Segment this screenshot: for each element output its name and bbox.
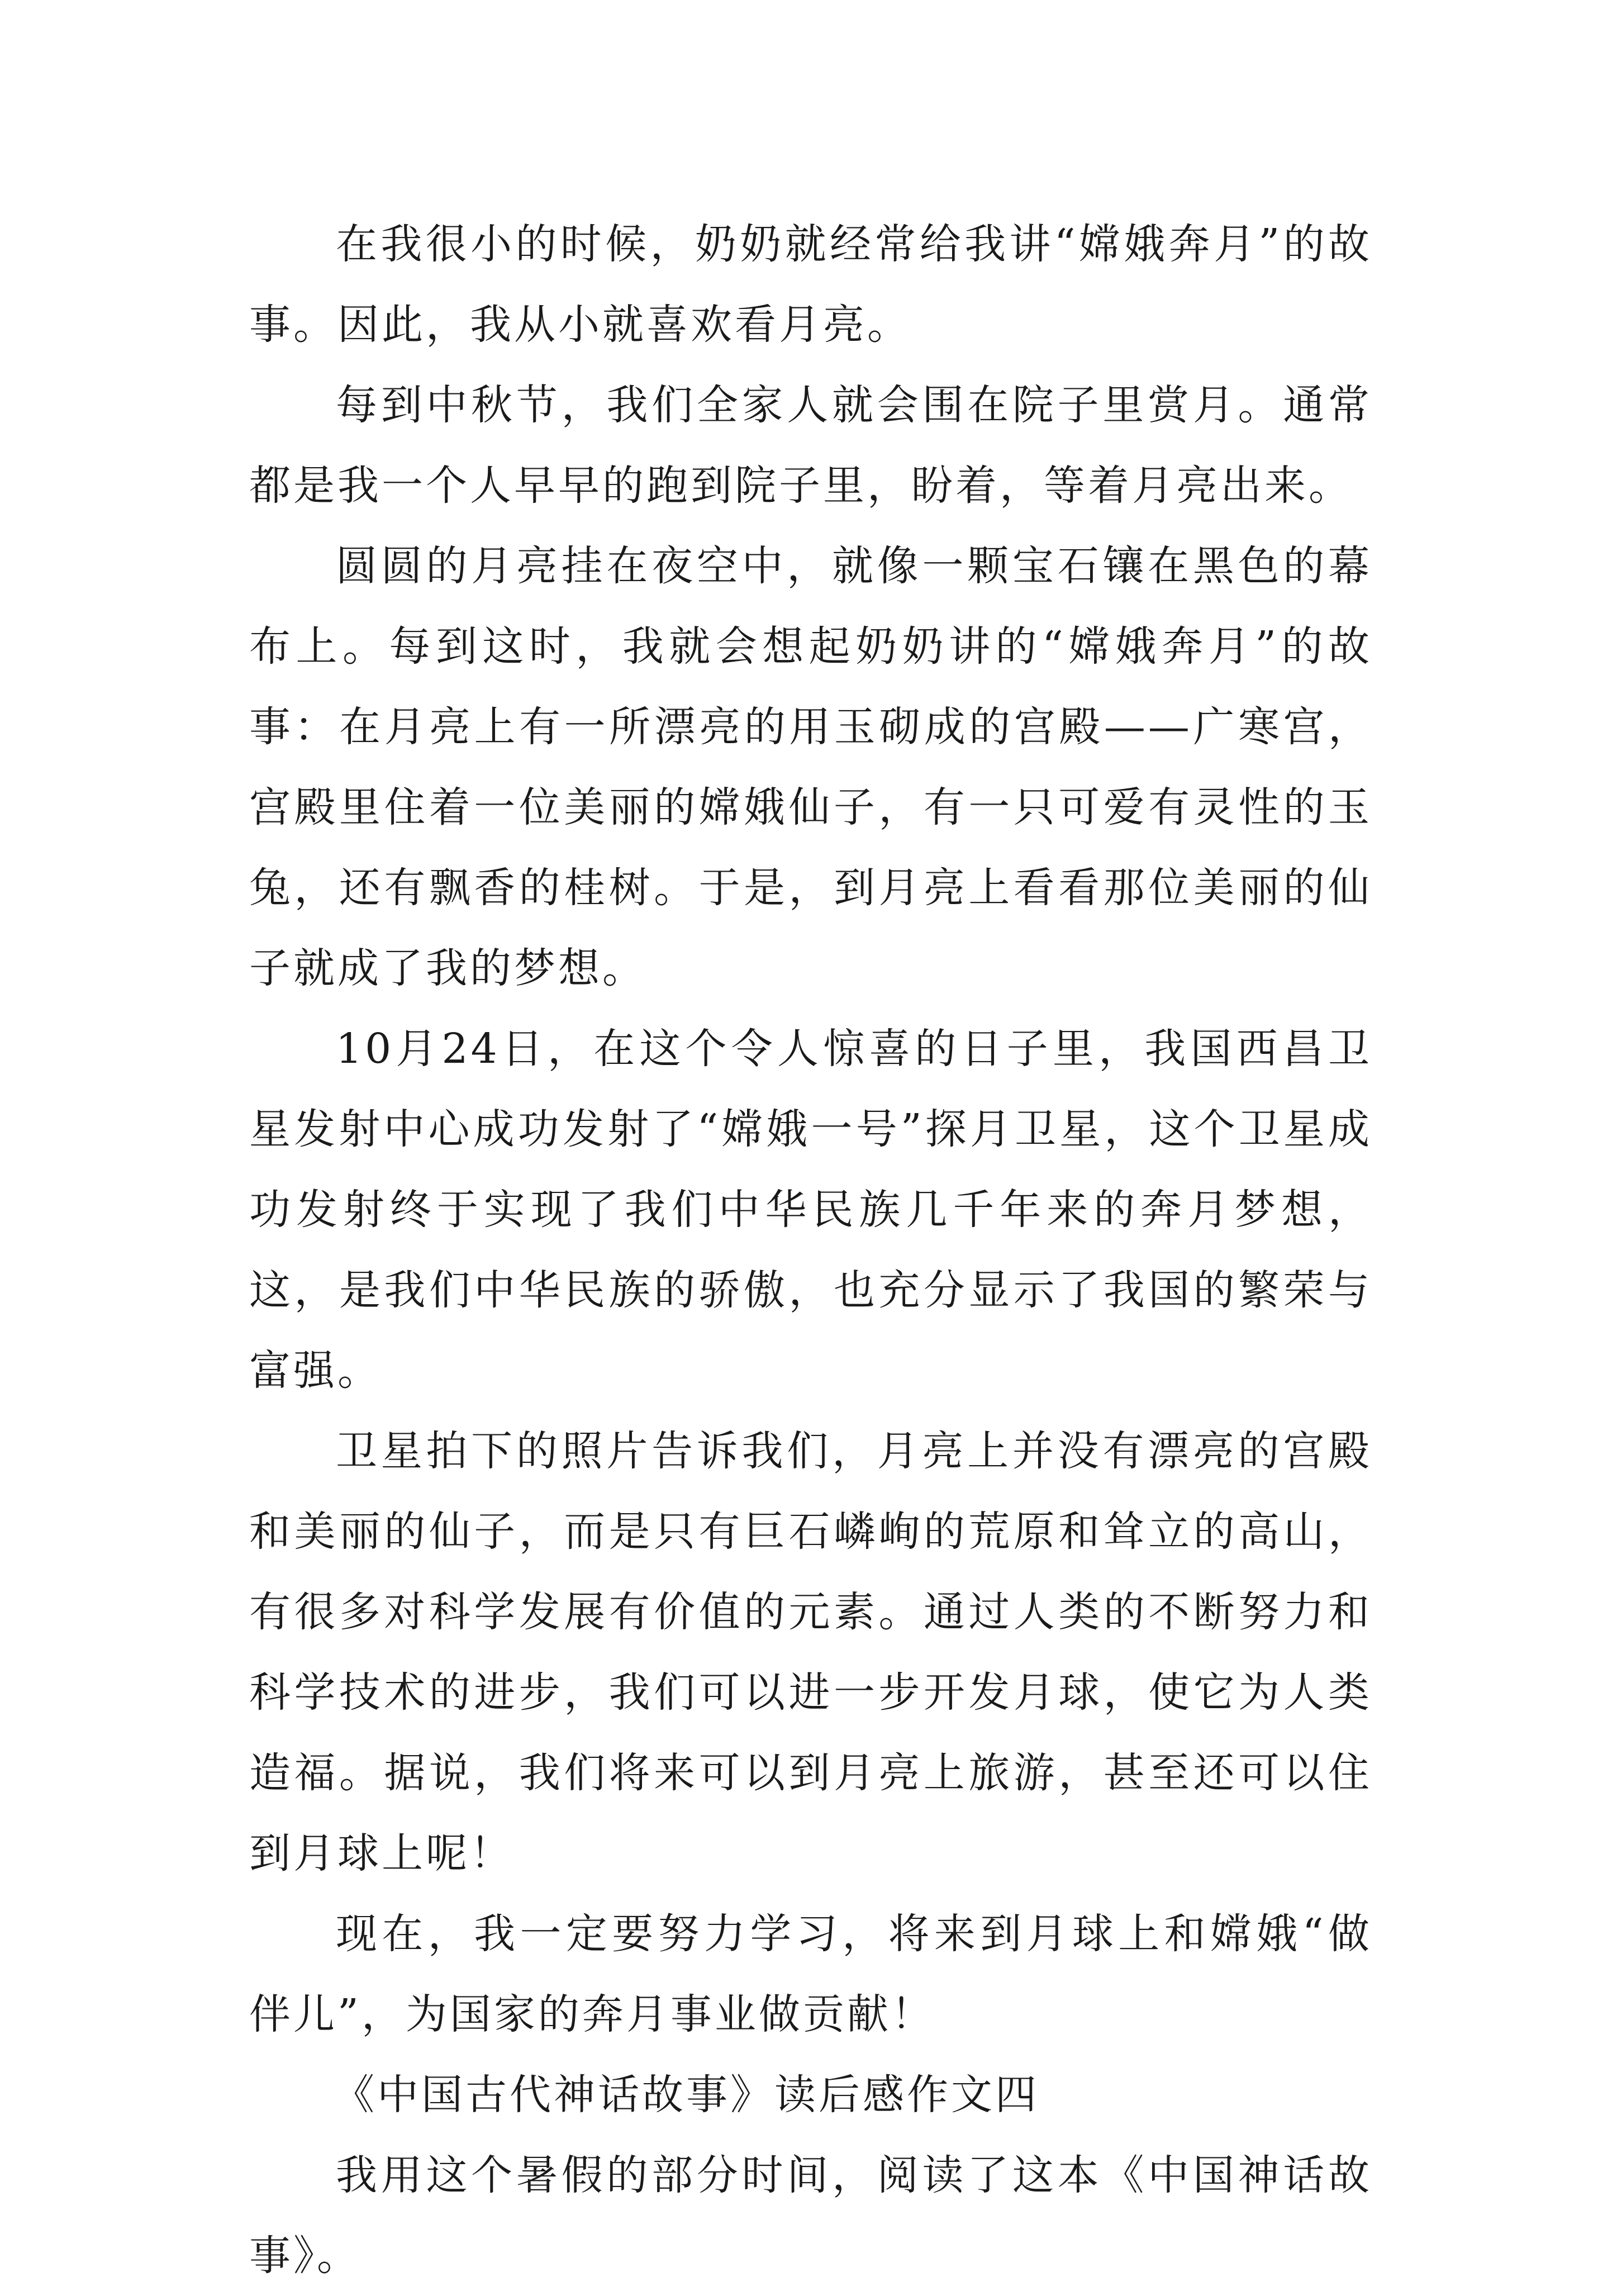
paragraph-summer-reading: 我用这个暑假的部分时间，阅读了这本《中国神话故事》。 [249,2151,1372,2280]
paragraph-grandma-story: 在我很小的时候，奶奶就经常给我讲“嫦娥奔月”的故事。因此，我从小就喜欢看月亮。 [249,220,1372,349]
section-heading: 《中国古代神话故事》读后感作文四 [333,2071,1039,2119]
paragraph-change-one-launch: 10月24日，在这个令人惊喜的日子里，我国西昌卫星发射中心成功发射了“嫦娥一号”探月卫星，这个卫星成功发射终于实现了我们中华民族几千年来的奔月梦想，这，是我们中华民族的骄傲，也充分显示了我国的繁荣与富强。 [249,1025,1372,1395]
paragraph-moon-legend: 圆圆的月亮挂在夜空中，就像一颗宝石镶在黑色的幕布上。每到这时，我就会想起奶奶讲的“嫦娥奔月”的故事：在月亮上有一所漂亮的用玉砌成的宫殿——广寒宫，宫殿里住着一位美丽的嫦娥仙子，有一只可爱有灵性的玉兔，还有飘香的桂树。于是，到月亮上看看那位美丽的仙子就成了我的梦想。 [249,542,1372,992]
paragraph-satellite-photos: 卫星拍下的照片告诉我们，月亮上并没有漂亮的宫殿和美丽的仙子，而是只有巨石嶙峋的荒原和耸立的高山，有很多对科学发展有价值的元素。通过人类的不断努力和科学技术的进步，我们可以进一步开发月球，使它为人类造福。据说，我们将来可以到月亮上旅游，甚至还可以住到月球上呢！ [249,1427,1372,1877]
paragraph-future-goal: 现在，我一定要努力学习，将来到月球上和嫦娥“做伴儿”，为国家的奔月事业做贡献！ [249,1910,1372,2038]
document-body [249,204,1372,2296]
paragraph-mid-autumn: 每到中秋节，我们全家人就会围在院子里赏月。通常都是我一个人早早的跑到院子里，盼着，等着月亮出来。 [249,381,1372,510]
